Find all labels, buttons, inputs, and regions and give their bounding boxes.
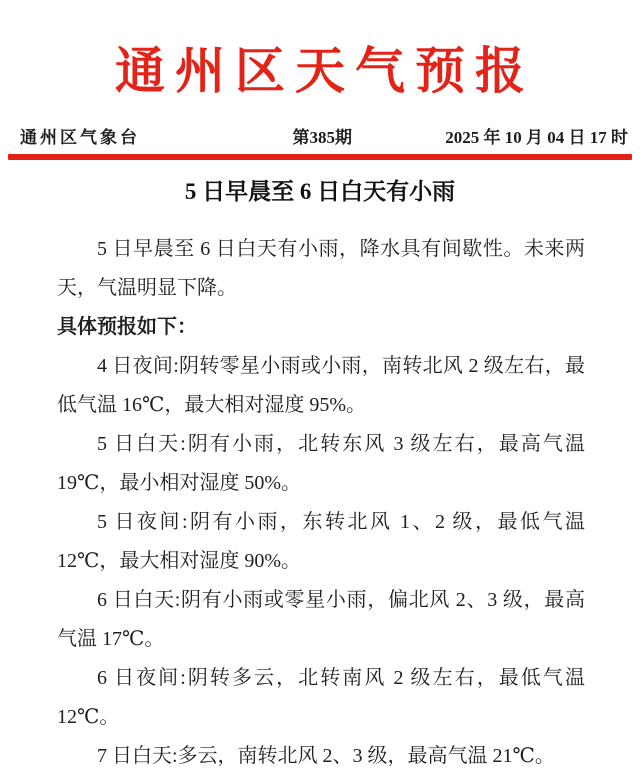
red-divider-rule <box>8 154 632 160</box>
issue-number: 第385期 <box>292 128 352 147</box>
forecast-paragraph-day-7: 7 日白天:多云，南转北风 2、3 级，最高气温 21℃。 <box>97 745 555 767</box>
forecast-paragraph-day-5: 5 日白天:阴有小雨，北转东风 3 级左右，最高气温 19℃，最小相对湿度 50%。 <box>57 433 585 494</box>
forecast-headline: 5 日早晨至 6 日白天有小雨 <box>184 179 456 204</box>
masthead-meta-row <box>20 126 628 150</box>
intro-paragraph: 5 日早晨至 6 日白天有小雨，降水具有间歇性。未来两天，气温明显下降。 <box>57 238 585 299</box>
forecast-paragraph-night-4: 4 日夜间:阴转零星小雨或小雨，南转北风 2 级左右，最低气温 16℃，最大相对湿度 95%。 <box>57 355 585 416</box>
report-title: 通州区天气预报 <box>115 43 535 99</box>
forecast-body <box>57 230 585 776</box>
section-label: 具体预报如下： <box>57 316 197 338</box>
issuing-agency: 通州区气象台 <box>20 128 140 147</box>
issue-datetime: 2025 年 10 月 04 日 17 时 <box>445 128 628 147</box>
forecast-paragraph-night-6: 6 日夜间:阴转多云，北转南风 2 级左右，最低气温 12℃。 <box>57 667 585 728</box>
forecast-paragraph-night-5: 5 日夜间:阴有小雨，东转北风 1、2 级，最低气温 12℃，最大相对湿度 90%。 <box>57 511 585 572</box>
forecast-paragraph-day-6: 6 日白天:阴有小雨或零星小雨，偏北风 2、3 级，最高气温 17℃。 <box>57 589 585 650</box>
